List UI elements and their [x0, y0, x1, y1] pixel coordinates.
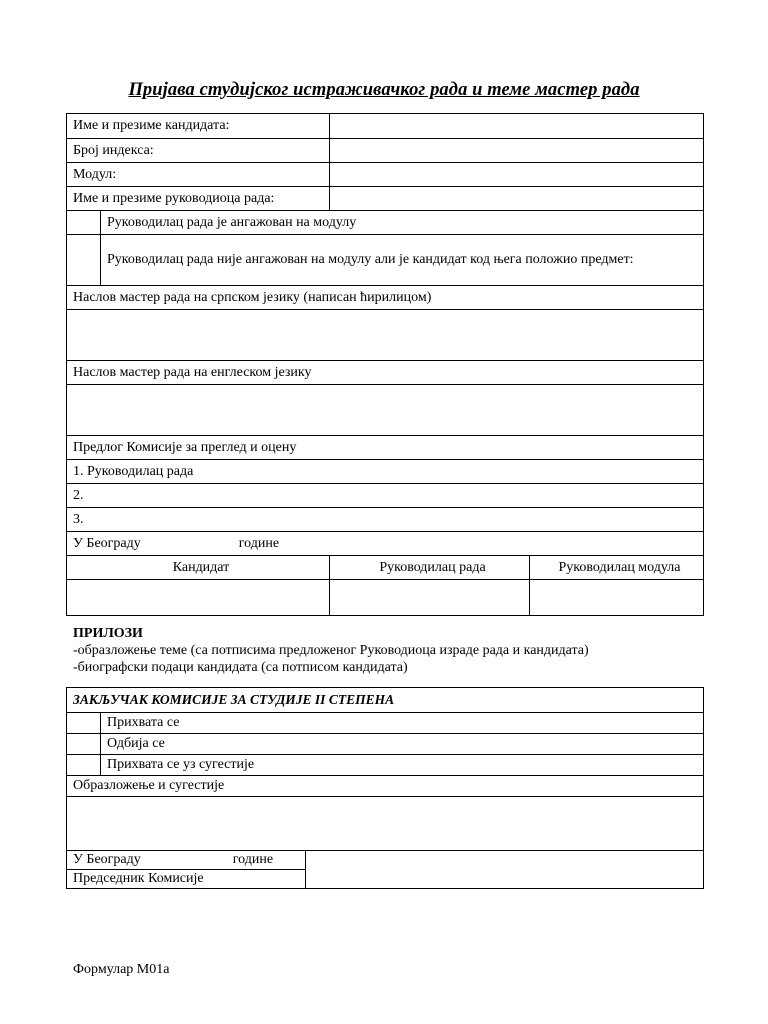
committee-member-3[interactable]: 3.: [67, 508, 704, 532]
attachments-section: [73, 625, 589, 676]
conclusion-place-date[interactable]: [67, 851, 306, 870]
candidate-name-label: Име и презиме кандидата:: [67, 114, 330, 139]
form-title: Пријава студијског истраживачког рада и теме мастер рада: [128, 80, 640, 100]
place-label: У Београду: [73, 535, 141, 551]
sign-candidate-field[interactable]: [67, 580, 330, 616]
committee-proposal-label: Предлог Комисије за преглед и оцену: [67, 436, 704, 460]
index-number-label: Број индекса:: [67, 139, 330, 163]
form-code: Формулар М01а: [73, 962, 170, 977]
conclusion-place-label: У Београду: [73, 852, 141, 867]
sign-module-head-field[interactable]: [530, 580, 704, 616]
attachment-item: -образложење теме (са потписима предложеног Руководиоца израде рада и кандидата): [73, 643, 589, 658]
attachments-heading: ПРИЛОЗИ: [73, 626, 143, 641]
committee-member-2[interactable]: 2.: [67, 484, 704, 508]
attachment-item: -биографски подаци кандидата (са потписом кандидата): [73, 660, 408, 675]
committee-member-1[interactable]: 1. Руководилац рада: [67, 460, 704, 484]
application-form-table: [66, 113, 704, 616]
conclusion-heading: ЗАКЉУЧАК КОМИСИЈЕ ЗА СТУДИЈЕ II СТЕПЕНА: [67, 688, 704, 713]
explanation-field[interactable]: [67, 797, 704, 851]
title-english-field[interactable]: [67, 385, 704, 436]
sign-candidate-header: Кандидат: [67, 556, 330, 580]
module-field[interactable]: [330, 163, 704, 187]
president-signature-field[interactable]: [306, 851, 704, 889]
place-date-row[interactable]: [67, 532, 704, 556]
sign-module-head-header: Руководилац модула: [530, 556, 704, 580]
reject-checkbox[interactable]: [67, 734, 101, 755]
sign-supervisor-header: Руководилац рада: [330, 556, 530, 580]
supervisor-option-1-label: Руководилац рада је ангажован на модулу: [101, 211, 704, 235]
accept-with-suggestions-checkbox[interactable]: [67, 755, 101, 776]
title-serbian-label: Наслов мастер рада на српском језику (написан ћирилицом): [67, 286, 704, 310]
supervisor-option-2-label: Руководилац рада није ангажован на модулу али је кандидат код њега положио предмет:: [101, 235, 704, 286]
module-label: Модул:: [67, 163, 330, 187]
president-label: Председник Комисије: [67, 870, 306, 889]
sign-supervisor-field[interactable]: [330, 580, 530, 616]
index-number-field[interactable]: [330, 139, 704, 163]
accept-label: Прихвата се: [101, 713, 704, 734]
supervisor-name-field[interactable]: [330, 187, 704, 211]
supervisor-option-1-checkbox[interactable]: [67, 211, 101, 235]
supervisor-option-2-checkbox[interactable]: [67, 235, 101, 286]
explanation-label: Образложење и сугестије: [67, 776, 704, 797]
conclusion-table: [66, 687, 704, 889]
title-english-label: Наслов мастер рада на енглеском језику: [67, 361, 704, 385]
conclusion-year-label: године: [232, 852, 274, 867]
year-label: године: [238, 535, 280, 551]
reject-label: Одбија се: [101, 734, 704, 755]
accept-with-suggestions-label: Прихвата се уз сугестије: [101, 755, 704, 776]
supervisor-name-label: Име и презиме руководиоца рада:: [67, 187, 330, 211]
title-serbian-field[interactable]: [67, 310, 704, 361]
candidate-name-field[interactable]: [330, 114, 704, 139]
accept-checkbox[interactable]: [67, 713, 101, 734]
